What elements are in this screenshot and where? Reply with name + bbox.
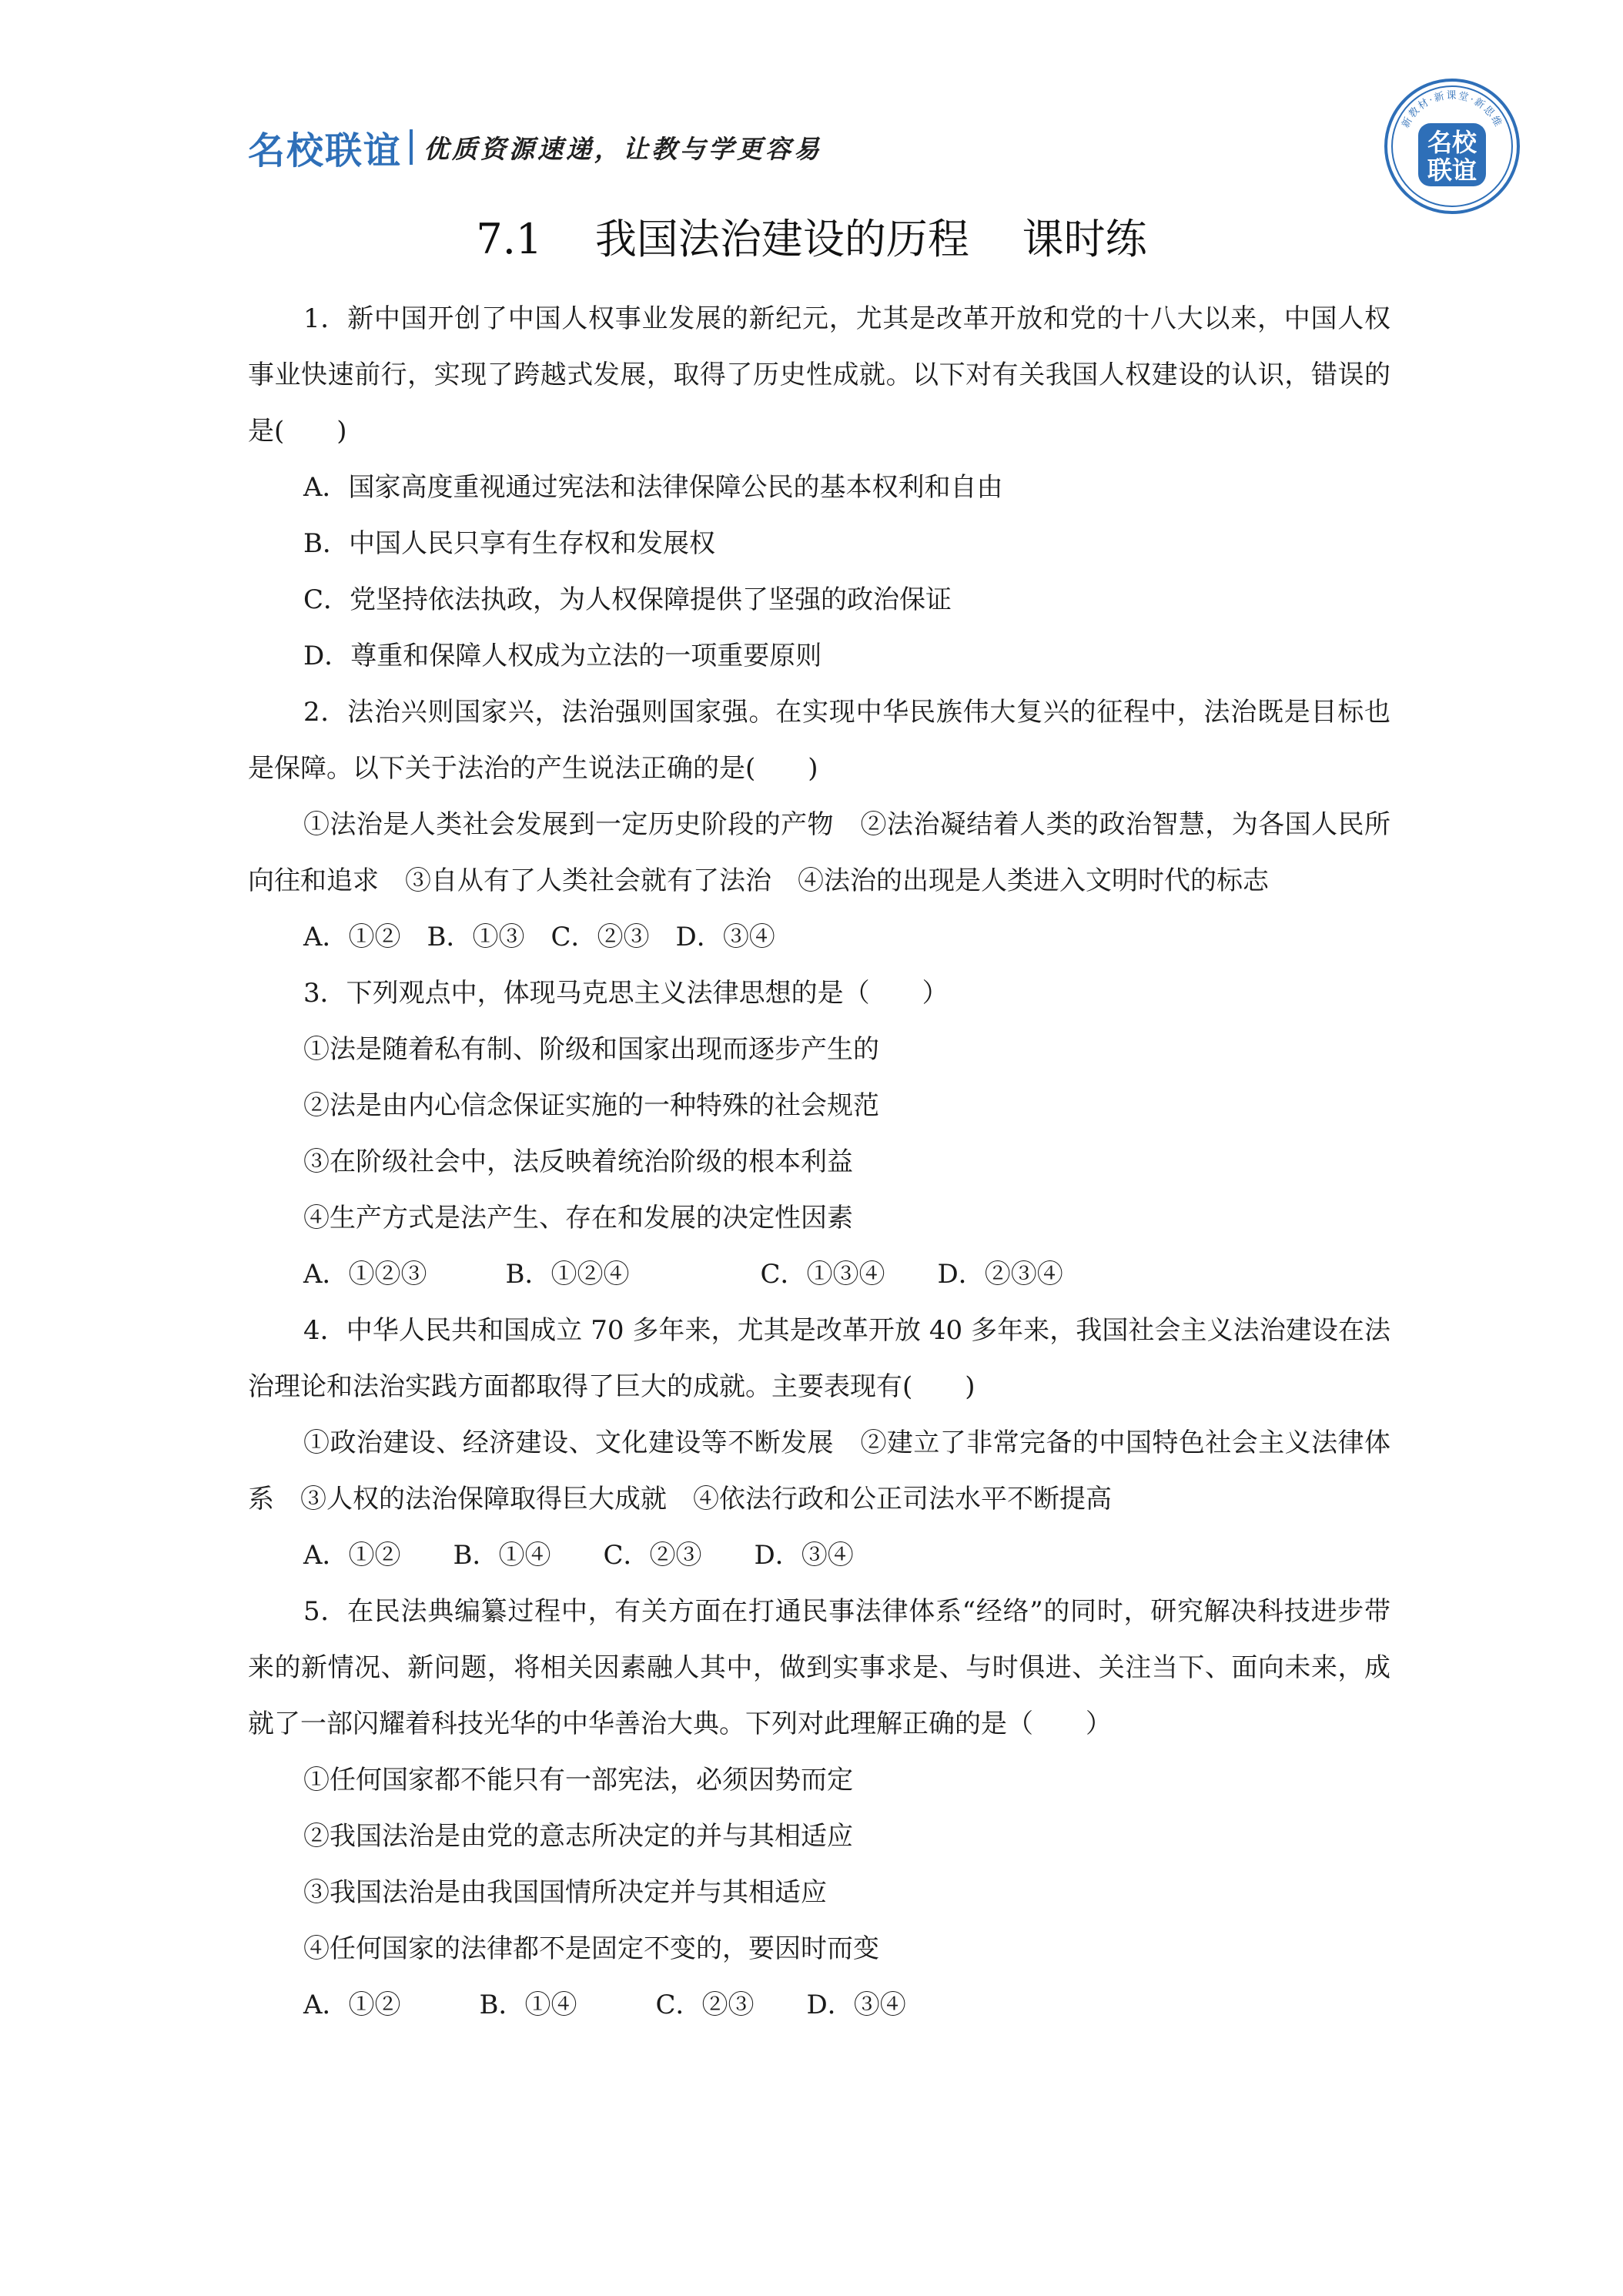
question-1-option-c: C．党坚持依法执政，为人权保障提供了坚强的政治保证 <box>303 584 952 615</box>
question-3-item: ③在阶级社会中，法反映着统治阶级的根本利益 <box>303 1146 853 1177</box>
brand-name: 名校联谊 <box>248 129 403 172</box>
brand-slogan: 优质资源速递，让教与学更容易 <box>423 133 823 164</box>
question-5-item: ①任何国家都不能只有一部宪法，必须因势而定 <box>303 1765 853 1796</box>
header-brand <box>248 125 823 172</box>
question-5-answers: A．①② B．①④ C．②③ D．③④ <box>303 1990 906 2020</box>
question-5-stem: 5．在民法典编纂过程中，有关方面在打通民事法律体系“经络”的同时，研究解决科技进步带来的新情况、新问题，将相关因素融人其中，做到实事求是、与时俱进、关注当下、面向未来，成就了一部闪耀着科技光华的中华善治大典。下列对此理解正确的是（ ） <box>248 1596 1390 1739</box>
question-1-option-a: A．国家高度重视通过宪法和法律保障公民的基本权利和自由 <box>303 472 1003 503</box>
question-3-item: ①法是随着私有制、阶级和国家出现而逐步产生的 <box>303 1034 879 1065</box>
page-title: 7.1 我国法治建设的历程 课时练 <box>476 215 1147 263</box>
seal-text-bottom: 联谊 <box>1427 156 1477 185</box>
question-4-answers: A．①② B．①④ C．②③ D．③④ <box>303 1540 854 1571</box>
brand-divider <box>410 129 413 165</box>
question-2-stem: 2．法治兴则国家兴，法治强则国家强。在实现中华民族伟大复兴的征程中，法治既是目标也是保障。以下关于法治的产生说法正确的是( ) <box>248 697 1390 784</box>
question-5-item: ④任何国家的法律都不是固定不变的，要因时而变 <box>303 1933 879 1964</box>
question-5-item: ③我国法治是由我国国情所决定并与其相适应 <box>303 1877 827 1908</box>
question-2-statements: ①法治是人类社会发展到一定历史阶段的产物 ②法治凝结着人类的政治智慧，为各国人民所向往和追求 ③自从有了人类社会就有了法治 ④法治的出现是人类进入文明时代的标志 <box>248 809 1390 896</box>
question-3-answers: A．①②③ B．①②④ C．①③④ D．②③④ <box>303 1259 1063 1290</box>
seal-text-top: 名校 <box>1427 128 1477 157</box>
question-3-stem: 3．下列观点中，体现马克思主义法律思想的是（ ） <box>303 978 949 1009</box>
school-seal-logo <box>1383 77 1521 216</box>
question-2-answers: A．①② B．①③ C．②③ D．③④ <box>303 922 775 952</box>
question-5-item: ②我国法治是由党的意志所决定的并与其相适应 <box>303 1821 853 1852</box>
question-4-statements: ①政治建设、经济建设、文化建设等不断发展 ②建立了非常完备的中国特色社会主义法律体系 ③人权的法治保障取得巨大成就 ④依法行政和公正司法水平不断提高 <box>248 1427 1390 1514</box>
question-1-option-d: D．尊重和保障人权成为立法的一项重要原则 <box>303 641 822 671</box>
question-3-item: ②法是由内心信念保证实施的一种特殊的社会规范 <box>303 1090 879 1121</box>
question-4-stem: 4．中华人民共和国成立 70 多年来，尤其是改革开放 40 多年来，我国社会主义法治建设在法治理论和法治实践方面都取得了巨大的成就。主要表现有( ) <box>248 1315 1390 1402</box>
question-3-item: ④生产方式是法产生、存在和发展的决定性因素 <box>303 1203 853 1233</box>
question-1-option-b: B．中国人民只享有生存权和发展权 <box>303 528 715 559</box>
question-list <box>248 291 1390 2033</box>
question-1-stem: 1．新中国开创了中国人权事业发展的新纪元，尤其是改革开放和党的十八大以来，中国人权事业快速前行，实现了跨越式发展，取得了历史性成就。以下对有关我国人权建设的认识，错误的是( ) <box>248 303 1390 447</box>
svg-text:新教材·新课堂·新思维: 新教材·新课堂·新思维 <box>1400 90 1504 130</box>
